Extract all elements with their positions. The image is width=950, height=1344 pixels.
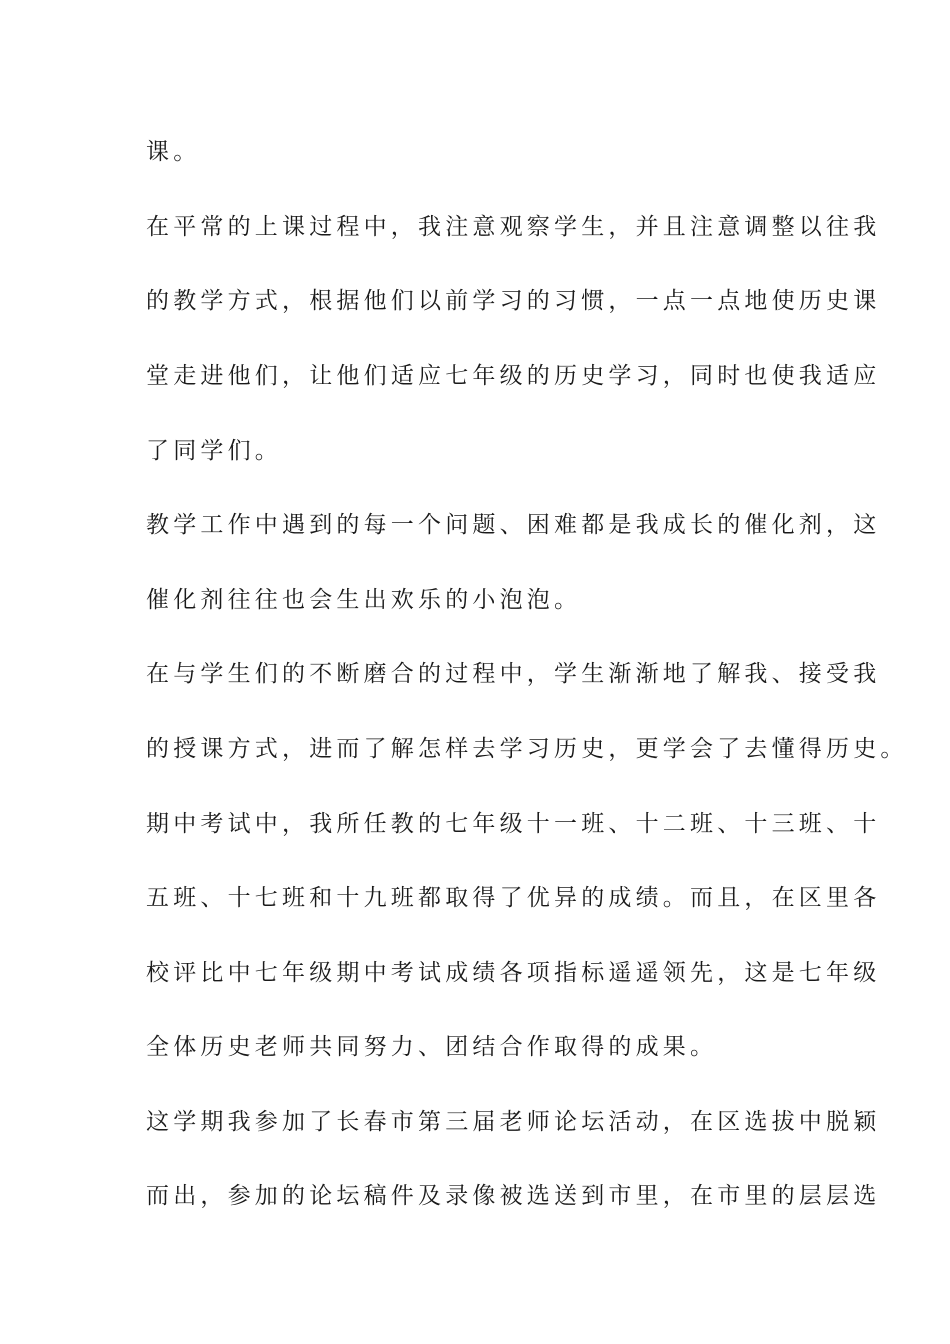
text-line: 五班、十七班和十九班都取得了优异的成绩。而且，在区里各 [146,885,881,911]
text-line: 了同学们。 [146,438,282,464]
text-line: 期中考试中，我所任教的七年级十一班、十二班、十三班、十 [146,811,881,837]
text-line: 而出，参加的论坛稿件及录像被选送到市里，在市里的层层选 [146,1183,881,1209]
text-line: 的授课方式，进而了解怎样去学习历史，更学会了去懂得历史。 [146,736,908,762]
text-line: 催化剂往往也会生出欢乐的小泡泡。 [146,587,582,613]
text-line: 在与学生们的不断磨合的过程中，学生渐渐地了解我、接受我 [146,661,881,687]
text-line: 全体历史老师共同努力、团结合作取得的成果。 [146,1034,718,1060]
text-line: 的教学方式，根据他们以前学习的习惯，一点一点地使历史课 [146,288,881,314]
text-line: 这学期我参加了长春市第三届老师论坛活动，在区选拔中脱颖 [146,1109,881,1135]
text-line: 教学工作中遇到的每一个问题、困难都是我成长的催化剂，这 [146,512,881,538]
text-line: 课。 [146,139,201,165]
text-line: 堂走进他们，让他们适应七年级的历史学习，同时也使我适应 [146,363,881,389]
text-line: 校评比中七年级期中考试成绩各项指标遥遥领先，这是七年级 [146,960,881,986]
text-line: 在平常的上课过程中，我注意观察学生，并且注意调整以往我 [146,214,881,240]
